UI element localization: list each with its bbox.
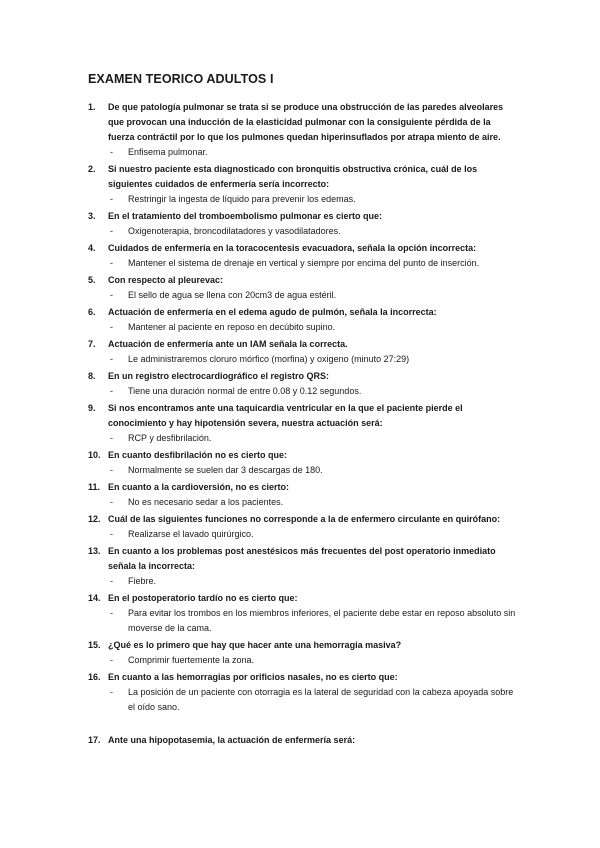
answer-bullet: - [110,655,113,665]
question-item [0,305,600,335]
answer-item [0,352,600,367]
question-text: Actuación de enfermería ante un IAM señala la correcta. [108,339,348,349]
question-text: Si nos encontramos ante una taquicardia ventricular en la que el paciente pierde el conocimiento y hay hipotensión severa, nuestra actuación será: [108,403,463,428]
answer-text: Oxigenoterapia, broncodilatadores y vasodilatadores. [128,226,341,236]
question-text: Ante una hipopotasemia, la actuación de enfermería será: [108,735,356,745]
question-text: Con respecto al pleurevac: [108,275,224,285]
question-number: 2. [88,164,96,174]
answer-bullet: - [110,497,113,507]
answer-bullet: - [110,194,113,204]
question-number: 4. [88,243,96,253]
question-text: En el tratamiento del tromboembolismo pulmonar es cierto que: [108,211,383,221]
answer-bullet: - [110,322,113,332]
answer-bullet: - [110,465,113,475]
question-item [0,670,600,715]
question-number: 1. [88,102,96,112]
answer-text: RCP y desfibrilación. [128,433,212,443]
answer-text: Comprimir fuertemente la zona. [128,655,255,665]
question-text: De que patología pulmonar se trata si se produce una obstrucción de las paredes alveolares que provocan una inducción de la elasticidad pulmonar con la consiguiente pérdida de la fuerza contráctil por lo que los pulmones quedan hiperinsuflados por atrapa miento de aire. [108,102,504,142]
answer-text: Fiebre. [128,576,157,586]
question-number: 9. [88,403,96,413]
answer-item [0,495,600,510]
answer-text: Restringir la ingesta de líquido para prevenir los edemas. [128,194,356,204]
question-item [0,337,600,367]
question-item [0,591,600,636]
answer-item [0,463,600,478]
answer-item [0,384,600,399]
question-item [0,512,600,542]
question-item [0,638,600,668]
answer-item [0,653,600,668]
question-item [0,369,600,399]
question-text: En cuanto a los problemas post anestésicos más frecuentes del post operatorio inmediato señala la incorrecta: [108,546,496,571]
answer-text: El sello de agua se llena con 20cm3 de agua estéril. [128,290,337,300]
question-number: 8. [88,371,96,381]
answer-bullet: - [110,576,113,586]
question-number: 11. [88,482,101,492]
question-number: 14. [88,593,101,603]
question-text: Cuidados de enfermería en la toracocentesis evacuadora, señala la opción incorrecta: [108,243,477,253]
answer-bullet: - [110,147,113,157]
question-text: Actuación de enfermería en el edema agudo de pulmón, señala la incorrecta: [108,307,437,317]
question-item [0,100,600,160]
question-item [0,448,600,478]
question-number: 16. [88,672,101,682]
answer-text: Le administraremos cloruro mórfico (morfina) y oxigeno (minuto 27:29) [128,354,410,364]
question-text: En cuanto desfibrilación no es cierto que: [108,450,288,460]
answer-bullet: - [110,258,113,268]
question-item [0,241,600,271]
answer-item [0,288,600,303]
question-list [0,100,600,750]
question-number: 13. [88,546,101,556]
question-number: 12. [88,514,101,524]
answer-bullet: - [110,687,113,697]
question-text: Si nuestro paciente esta diagnosticado con bronquitis obstructiva crónica, cuál de los siguientes cuidados de enfermería sería incorrecto: [108,164,478,189]
question-item [0,162,600,207]
answer-text: No es necesario sedar a los pacientes. [128,497,284,507]
answer-item [0,256,600,271]
question-text: En cuanto a las hemorragias por orificios nasales, no es cierto que: [108,672,398,682]
answer-bullet: - [110,226,113,236]
answer-bullet: - [110,608,113,618]
question-item [0,209,600,239]
question-text: ¿Qué es lo primero que hay que hacer ante una hemorragia masiva? [108,640,402,650]
answer-item [0,224,600,239]
question-number: 3. [88,211,96,221]
answer-text: Mantener al paciente en reposo en decúbito supino. [128,322,336,332]
answer-item [0,685,600,715]
question-number: 5. [88,275,96,285]
question-text: Cuál de las siguientes funciones no corresponde a la de enfermero circulante en quirófano: [108,514,501,524]
question-number: 17. [88,735,101,745]
question-item [0,733,600,748]
answer-bullet: - [110,290,113,300]
question-item [0,401,600,446]
question-text: En cuanto a la cardioversión, no es cierto: [108,482,290,492]
question-item [0,480,600,510]
question-text: En el postoperatorio tardío no es cierto que: [108,593,298,603]
answer-bullet: - [110,529,113,539]
answer-item [0,145,600,160]
question-number: 10. [88,450,101,460]
answer-bullet: - [110,433,113,443]
question-number: 7. [88,339,96,349]
answer-text: Realizarse el lavado quirúrgico. [128,529,254,539]
question-number: 15. [88,640,101,650]
answer-text: Mantener el sistema de drenaje en vertical y siempre por encima del punto de inserción. [128,258,480,268]
answer-item [0,606,600,636]
answer-text: Normalmente se suelen dar 3 descargas de 180. [128,465,323,475]
answer-text: La posición de un paciente con otorragia es la lateral de seguridad con la cabeza apoyada sobre el oído sano. [128,687,514,712]
answer-bullet: - [110,386,113,396]
question-number: 6. [88,307,96,317]
answer-item [0,192,600,207]
answer-text: Enfisema pulmonar. [128,147,208,157]
answer-item [0,574,600,589]
answer-text: Tiene una duración normal de entre 0.08 y 0.12 segundos. [128,386,362,396]
answer-item [0,431,600,446]
document-title: EXAMEN TEORICO ADULTOS I [88,72,274,86]
answer-item [0,527,600,542]
question-text: En un registro electrocardiográfico el registro QRS: [108,371,330,381]
question-item [0,544,600,589]
answer-text: Para evitar los trombos en los miembros inferiores, el paciente debe estar en reposo absoluto sin moverse de la cama. [128,608,516,633]
question-item [0,273,600,303]
answer-item [0,320,600,335]
answer-bullet: - [110,354,113,364]
